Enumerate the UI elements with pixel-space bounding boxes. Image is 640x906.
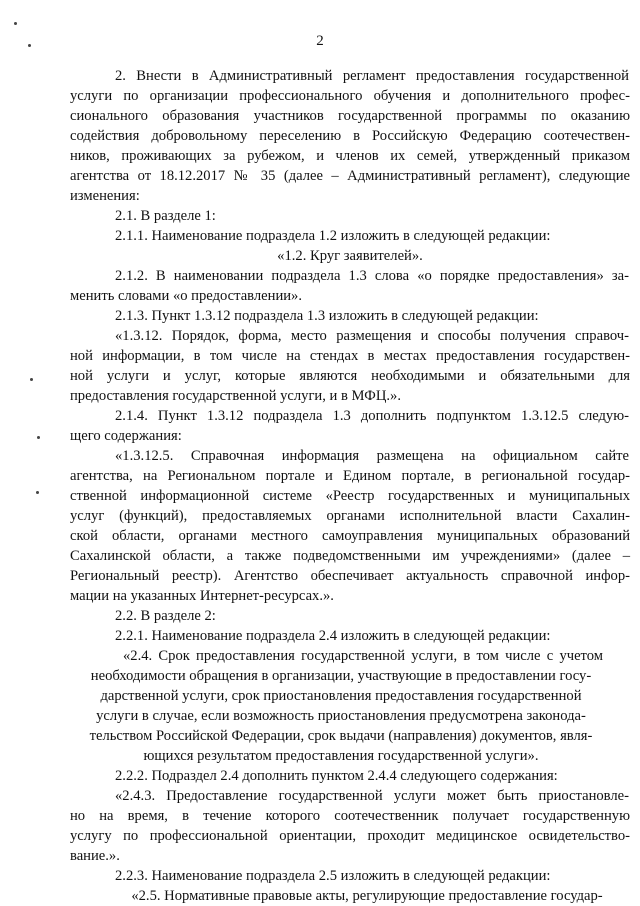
text-line: услуги по организации профессионального обучения и дополнительного профес-	[70, 88, 630, 104]
text-line: 2.2. В разделе 2:	[115, 608, 216, 624]
text-line: 2.1. В разделе 1:	[115, 208, 216, 224]
text-line: дарственной услуги, срок приостановления предоставления государственной	[100, 688, 582, 704]
text-line: щего содержания:	[70, 428, 182, 444]
text-line: «2.5. Нормативные правовые акты, регулирующие предоставление государ-	[131, 888, 603, 904]
text-line: «1.3.12. Порядок, форма, место размещения и способы получения справоч-	[115, 328, 629, 344]
text-line: мации на указанных Интернет-ресурсах.».	[70, 588, 334, 604]
text-line: 2.1.2. В наименовании подраздела 1.3 слова «о порядке предоставления» за-	[115, 268, 629, 284]
text-line: «2.4.3. Предоставление государственной услуги может быть приостановле-	[115, 788, 629, 804]
text-line: необходимости обращения в организации, участвующие в предоставлении госу-	[90, 668, 592, 684]
scan-speck	[36, 491, 39, 494]
text-line: «1.3.12.5. Справочная информация размещена на официальном сайте	[115, 448, 629, 464]
text-line: 2. Внести в Административный регламент предоставления государственной	[115, 68, 629, 84]
scan-speck	[28, 44, 31, 47]
text-line: услуги в случае, если возможность приостановления предусмотрена законода-	[96, 708, 586, 724]
scan-speck	[30, 378, 33, 381]
text-line: 2.2.2. Подраздел 2.4 дополнить пунктом 2.4.4 следующего содержания:	[115, 768, 558, 784]
text-line: сионального образования участников государственной программы по оказанию	[70, 108, 630, 124]
text-line: ской области, органами местного самоуправления муниципальных образований	[70, 528, 630, 544]
text-line: 2.1.4. Пункт 1.3.12 подраздела 1.3 дополнить подпунктом 1.3.12.5 следую-	[115, 408, 629, 424]
scan-speck	[14, 22, 17, 25]
text-line: предоставления государственной услуги, и в МФЦ.».	[70, 388, 401, 404]
text-line: вание.».	[70, 848, 120, 864]
text-line: Сахалинской области, а также подведомственными им учреждениями» (далее –	[70, 548, 630, 564]
text-line: ников, проживающих за рубежом, и членов их семей, утвержденный приказом	[70, 148, 630, 164]
text-line: ной услуги и услуг, которые являются необходимыми и обязательными для	[70, 368, 630, 384]
text-line: 2.2.3. Наименование подраздела 2.5 изложить в следующей редакции:	[115, 868, 551, 884]
text-line: тельством Российской Федерации, срок выдачи (направления) документов, явля-	[89, 728, 593, 744]
text-line: ющихся результатом предоставления государственной услуги».	[143, 748, 539, 764]
text-line: ной информации, в том числе на стендах в местах предоставления государствен-	[70, 348, 630, 364]
text-line: Региональный реестр). Агентство обеспечивает актуальность справочной инфор-	[70, 568, 630, 584]
text-line: услуг (функций), предоставляемых органами исполнительной власти Сахалин-	[70, 508, 630, 524]
text-line: содействия добровольному переселению в Российскую Федерацию соотечествен-	[70, 128, 630, 144]
text-line: агентства от 18.12.2017 № 35 (далее – Административный регламент), следующие	[70, 168, 630, 184]
text-line: менить словами «о предоставлении».	[70, 288, 303, 304]
text-line: услугу по профессиональной ориентации, проходит медицинское освидетельство-	[70, 828, 630, 844]
text-line: 2.1.3. Пункт 1.3.12 подраздела 1.3 изложить в следующей редакции:	[115, 308, 539, 324]
text-line: ственной информационной системе «Реестр государственных и муниципальных	[70, 488, 630, 504]
page-number: 2	[316, 33, 324, 49]
text-line: изменения:	[70, 188, 140, 204]
scan-speck	[37, 436, 40, 439]
text-line: «2.4. Срок предоставления государственной услуги, в том числе с учетом	[123, 648, 603, 664]
text-line: 2.1.1. Наименование подраздела 1.2 изложить в следующей редакции:	[115, 228, 551, 244]
text-line: агентства, на Региональном портале и Едином портале, в региональной государ-	[70, 468, 630, 484]
text-line: «1.2. Круг заявителей».	[277, 248, 423, 264]
text-line: но на время, в течение которого соотечественник получает государственную	[70, 808, 630, 824]
text-line: 2.2.1. Наименование подраздела 2.4 изложить в следующей редакции:	[115, 628, 551, 644]
